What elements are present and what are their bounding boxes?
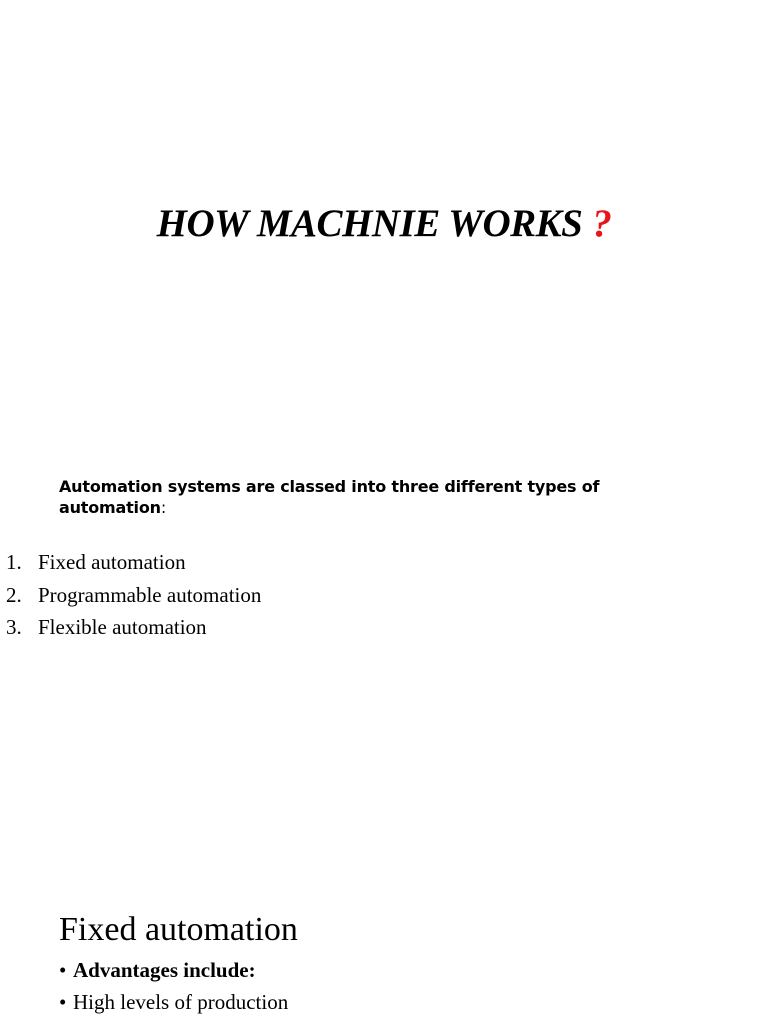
list-item-number: 1. bbox=[6, 550, 22, 574]
page-title-text: HOW MACHNIE WORKS bbox=[156, 202, 583, 245]
bullet-text: High levels of production bbox=[73, 990, 289, 1014]
bullet-item bbox=[59, 986, 288, 1018]
intro-text: Automation systems are classed into three different types of automation bbox=[59, 477, 600, 517]
bullet-item bbox=[59, 954, 288, 986]
list-item bbox=[0, 579, 261, 612]
question-mark: ? bbox=[592, 202, 612, 245]
section-title: Fixed automation bbox=[59, 911, 298, 948]
list-item-number: 3. bbox=[6, 615, 22, 639]
bullet-icon: • bbox=[59, 990, 67, 1014]
automation-types-list bbox=[0, 546, 261, 644]
page-title bbox=[0, 196, 768, 252]
list-item-label: Fixed automation bbox=[38, 550, 186, 574]
list-item-number: 2. bbox=[6, 582, 22, 607]
intro-colon: : bbox=[160, 498, 167, 517]
bullet-icon: • bbox=[59, 958, 67, 982]
list-item bbox=[0, 546, 261, 579]
intro-paragraph bbox=[59, 476, 659, 518]
list-item-label: Flexible automation bbox=[38, 615, 207, 639]
bullet-text: Advantages include: bbox=[73, 958, 256, 982]
list-item-label: Programmable automation bbox=[38, 582, 262, 607]
advantages-list bbox=[59, 954, 288, 1018]
list-item bbox=[0, 611, 261, 644]
